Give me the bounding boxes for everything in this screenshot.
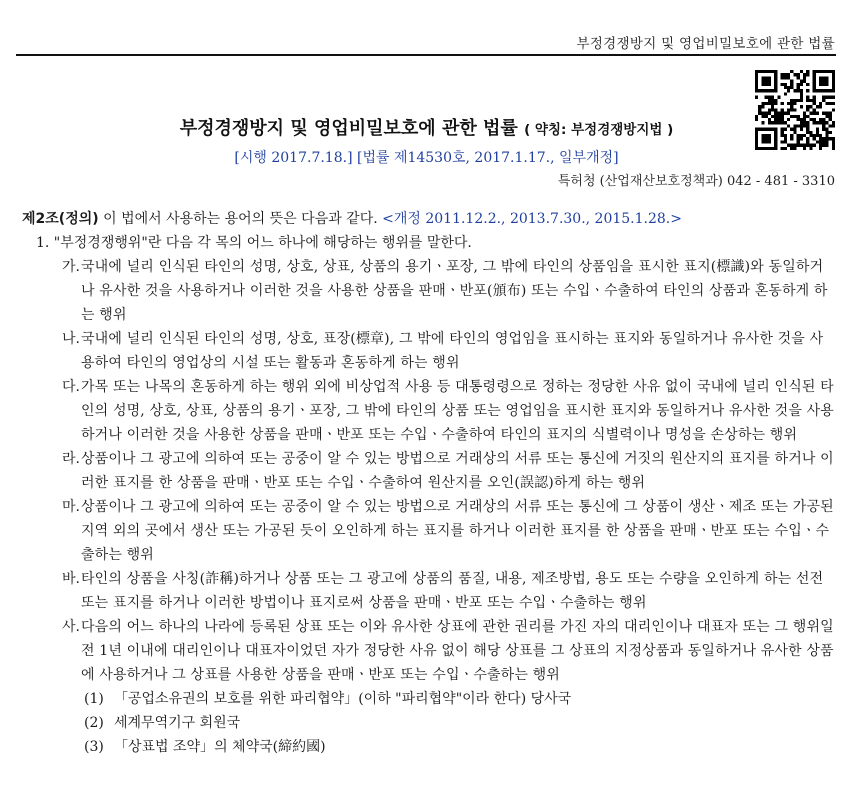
qr-module bbox=[822, 99, 825, 102]
qr-module bbox=[781, 108, 784, 111]
qr-module bbox=[774, 108, 777, 111]
qr-module bbox=[797, 99, 800, 102]
item-text: 가목 또는 나목의 혼동하게 하는 행위 외에 비상업적 사용 등 대통령령으로 정하는 정당한 사유 없이 국내에 널리 인식된 타인의 성명, 상호, 상표, 상품의 용기ㆍ포장, 그 밖에 타인의 상품 또는 영업임을 표시한 표지와 동일하거나 유사한 것을 사용하거나 이러한 것을 사용한 상품을 판매ㆍ반포 또는 수입ㆍ수출하여 타인의 표지의 식별력이나 명성을 손상하는 행위 bbox=[81, 379, 834, 443]
qr-module bbox=[832, 96, 835, 99]
qr-module bbox=[774, 86, 777, 89]
qr-module bbox=[813, 73, 816, 76]
qr-module bbox=[822, 76, 825, 79]
qr-module bbox=[813, 83, 816, 86]
qr-module bbox=[771, 108, 774, 111]
qr-module bbox=[822, 70, 825, 73]
qr-module bbox=[797, 86, 800, 89]
qr-module bbox=[832, 89, 835, 92]
qr-module bbox=[806, 99, 809, 102]
qr-module bbox=[825, 96, 828, 99]
qr-module bbox=[813, 99, 816, 102]
qr-module bbox=[825, 140, 828, 143]
qr-module bbox=[784, 76, 787, 79]
qr-module bbox=[806, 108, 809, 111]
qr-module bbox=[787, 86, 790, 89]
qr-module bbox=[829, 102, 832, 105]
article-number: 제2조(정의) bbox=[22, 211, 99, 227]
law-title bbox=[0, 114, 853, 140]
qr-module bbox=[825, 83, 828, 86]
qr-module bbox=[793, 99, 796, 102]
qr-module bbox=[803, 80, 806, 83]
qr-module bbox=[806, 105, 809, 108]
qr-module bbox=[800, 105, 803, 108]
qr-module bbox=[829, 89, 832, 92]
qr-module bbox=[755, 89, 758, 92]
qr-module bbox=[797, 89, 800, 92]
item-text: 국내에 널리 인식된 타인의 성명, 상호, 상표, 상품의 용기ㆍ포장, 그 밖에 타인의 상품임을 표시한 표지(標識)와 동일하거나 유사한 것을 사용하거나 이러한 것을 사용한 상품을 판매ㆍ반포(頒布) 또는 수입ㆍ수출하여 타인의 상품과 혼동하게 하는 행위 bbox=[81, 259, 828, 323]
qr-module bbox=[768, 80, 771, 83]
qr-module bbox=[787, 89, 790, 92]
qr-module bbox=[774, 70, 777, 73]
qr-module bbox=[758, 89, 761, 92]
item-text: 상품이나 그 광고에 의하여 또는 공중이 알 수 있는 방법으로 거래상의 서류 또는 통신에 그 상품이 생산ㆍ제조 또는 가공된 지역 외의 곳에서 생산 또는 가공된 듯이 오인하게 하는 표지를 하거나 이러한 표지를 한 상품을 판매ㆍ반포 또는 수입ㆍ수출하는 행위 bbox=[81, 499, 834, 563]
qr-module bbox=[790, 80, 793, 83]
qr-module bbox=[819, 70, 822, 73]
qr-module bbox=[768, 83, 771, 86]
qr-module bbox=[800, 89, 803, 92]
qr-module bbox=[793, 102, 796, 105]
qr-module bbox=[800, 99, 803, 102]
qr-module bbox=[819, 83, 822, 86]
qr-module bbox=[784, 73, 787, 76]
qr-module bbox=[832, 80, 835, 83]
qr-module bbox=[755, 76, 758, 79]
qr-module bbox=[777, 96, 780, 99]
list-item bbox=[62, 255, 835, 327]
qr-module bbox=[774, 102, 777, 105]
qr-module bbox=[755, 83, 758, 86]
qr-module bbox=[768, 108, 771, 111]
qr-module bbox=[784, 140, 787, 143]
qr-module bbox=[790, 99, 793, 102]
qr-module bbox=[829, 96, 832, 99]
qr-module bbox=[800, 70, 803, 73]
qr-module bbox=[771, 105, 774, 108]
qr-module bbox=[832, 70, 835, 73]
qr-module bbox=[790, 86, 793, 89]
qr-module bbox=[790, 83, 793, 86]
sub-item-marker: (2) bbox=[84, 715, 104, 731]
qr-module bbox=[781, 73, 784, 76]
qr-module bbox=[781, 102, 784, 105]
qr-module bbox=[800, 96, 803, 99]
list-item bbox=[62, 375, 835, 447]
qr-module bbox=[774, 80, 777, 83]
qr-module bbox=[755, 70, 758, 73]
qr-module bbox=[813, 102, 816, 105]
sub-item-marker: (1) bbox=[84, 691, 104, 707]
qr-module bbox=[797, 140, 800, 143]
qr-module bbox=[813, 96, 816, 99]
qr-module bbox=[765, 96, 768, 99]
qr-module bbox=[829, 70, 832, 73]
qr-module bbox=[761, 80, 764, 83]
qr-module bbox=[765, 83, 768, 86]
qr-module bbox=[774, 83, 777, 86]
qr-module bbox=[832, 73, 835, 76]
qr-module bbox=[819, 89, 822, 92]
qr-module bbox=[790, 70, 793, 73]
qr-module bbox=[819, 76, 822, 79]
sub-item-text: 세계무역기구 회원국 bbox=[114, 715, 241, 731]
qr-module bbox=[813, 70, 816, 73]
paragraph-1: 1. "부정경쟁행위"란 다음 각 목의 어느 하나에 해당하는 행위를 말한다. bbox=[36, 235, 472, 251]
item-marker: 라. bbox=[62, 451, 80, 467]
qr-module bbox=[803, 76, 806, 79]
item-marker: 바. bbox=[62, 571, 80, 587]
qr-module bbox=[784, 83, 787, 86]
qr-module bbox=[825, 102, 828, 105]
qr-module bbox=[819, 140, 822, 143]
qr-module bbox=[758, 105, 761, 108]
qr-module bbox=[787, 108, 790, 111]
qr-module bbox=[797, 73, 800, 76]
qr-module bbox=[800, 80, 803, 83]
qr-module bbox=[822, 83, 825, 86]
article-2 bbox=[22, 207, 837, 759]
qr-module bbox=[768, 96, 771, 99]
law-title-main: 부정경쟁방지 및 영업비밀보호에 관한 법률 bbox=[179, 118, 518, 139]
sub-item-text: 「공업소유권의 보호를 위한 파리협약」(이하 "파리협약"이라 한다) 당사국 bbox=[114, 691, 572, 707]
law-title-abbreviation: ( 약칭: 부정경쟁방지법 ) bbox=[524, 122, 674, 138]
item-marker: 마. bbox=[62, 499, 80, 515]
qr-module bbox=[832, 102, 835, 105]
qr-module bbox=[825, 89, 828, 92]
qr-module bbox=[761, 76, 764, 79]
qr-module bbox=[790, 108, 793, 111]
qr-module bbox=[790, 102, 793, 105]
qr-module bbox=[800, 83, 803, 86]
qr-module bbox=[774, 73, 777, 76]
qr-module bbox=[800, 92, 803, 95]
qr-module bbox=[765, 102, 768, 105]
qr-module bbox=[825, 70, 828, 73]
qr-module bbox=[765, 140, 768, 143]
item-marker: 다. bbox=[62, 379, 80, 395]
qr-module bbox=[797, 76, 800, 79]
header-divider bbox=[16, 54, 836, 56]
qr-module bbox=[825, 76, 828, 79]
sub-item bbox=[84, 711, 837, 735]
qr-module bbox=[787, 73, 790, 76]
qr-module bbox=[813, 80, 816, 83]
sub-item bbox=[84, 687, 837, 711]
qr-module bbox=[768, 76, 771, 79]
qr-module bbox=[806, 96, 809, 99]
list-item bbox=[62, 615, 835, 687]
qr-module bbox=[761, 105, 764, 108]
sub-item bbox=[84, 735, 837, 759]
qr-module bbox=[765, 80, 768, 83]
qr-module bbox=[771, 102, 774, 105]
qr-module bbox=[793, 89, 796, 92]
qr-module bbox=[781, 83, 784, 86]
qr-module bbox=[813, 86, 816, 89]
qr-module bbox=[793, 73, 796, 76]
qr-module bbox=[774, 140, 777, 143]
qr-module bbox=[758, 70, 761, 73]
qr-module bbox=[816, 70, 819, 73]
qr-module bbox=[803, 73, 806, 76]
qr-module bbox=[771, 89, 774, 92]
qr-module bbox=[806, 89, 809, 92]
qr-module bbox=[784, 92, 787, 95]
qr-module bbox=[822, 96, 825, 99]
qr-module bbox=[774, 89, 777, 92]
qr-module bbox=[784, 86, 787, 89]
running-header: 부정경쟁방지 및 영업비밀보호에 관한 법률 bbox=[576, 36, 835, 52]
qr-module bbox=[819, 80, 822, 83]
qr-module bbox=[771, 96, 774, 99]
item-marker: 사. bbox=[62, 619, 80, 635]
qr-module bbox=[765, 76, 768, 79]
qr-module bbox=[787, 102, 790, 105]
qr-module bbox=[768, 89, 771, 92]
qr-module bbox=[774, 99, 777, 102]
list-item bbox=[62, 327, 835, 375]
qr-module bbox=[806, 70, 809, 73]
qr-module bbox=[813, 108, 816, 111]
sub-item-text: 「상표법 조약」의 체약국(締約國) bbox=[114, 739, 326, 755]
qr-module bbox=[816, 89, 819, 92]
qr-module bbox=[793, 108, 796, 111]
qr-module bbox=[755, 96, 758, 99]
qr-module bbox=[761, 140, 764, 143]
qr-module bbox=[761, 70, 764, 73]
qr-module bbox=[825, 80, 828, 83]
qr-module bbox=[790, 105, 793, 108]
qr-module bbox=[822, 140, 825, 143]
qr-module bbox=[768, 70, 771, 73]
qr-module bbox=[771, 70, 774, 73]
qr-module bbox=[755, 86, 758, 89]
item-text: 다음의 어느 하나의 나라에 등록된 상표 또는 이와 유사한 상표에 관한 권리를 가진 자의 대리인이나 대표자 또는 그 행위일 전 1년 이내에 대리인이나 대표자이었던 자가 정당한 사유 없이 해당 상표를 그 상표의 지정상품과 동일하거나 유사한 상품에 사용하거나 그 상표를 사용한 상품을 판매ㆍ반포 또는 수입ㆍ수출하는 행위 bbox=[81, 619, 834, 683]
list-item bbox=[62, 447, 835, 495]
qr-module bbox=[797, 83, 800, 86]
qr-module bbox=[832, 83, 835, 86]
qr-module bbox=[832, 140, 835, 143]
qr-module bbox=[819, 102, 822, 105]
qr-module bbox=[809, 99, 812, 102]
qr-module bbox=[755, 73, 758, 76]
qr-module bbox=[787, 76, 790, 79]
qr-module bbox=[765, 89, 768, 92]
qr-module bbox=[758, 108, 761, 111]
qr-module bbox=[822, 89, 825, 92]
qr-module bbox=[761, 89, 764, 92]
qr-module bbox=[768, 140, 771, 143]
qr-module bbox=[832, 86, 835, 89]
enforcement-line: [시행 2017.7.18.] [법률 제14530호, 2017.1.17., 일부개정] bbox=[234, 150, 619, 166]
list-item bbox=[62, 495, 835, 567]
qr-module bbox=[822, 80, 825, 83]
qr-module bbox=[781, 140, 784, 143]
qr-module bbox=[755, 140, 758, 143]
qr-module bbox=[806, 73, 809, 76]
qr-module bbox=[813, 89, 816, 92]
ministry-contact: 특허청 (산업재산보호정책과) 042 - 481 - 3310 bbox=[557, 174, 835, 189]
item-marker: 가. bbox=[62, 259, 80, 275]
article-intro: 이 법에서 사용하는 용어의 뜻은 다음과 같다. bbox=[98, 211, 383, 227]
qr-module bbox=[771, 99, 774, 102]
qr-module bbox=[768, 102, 771, 105]
item-marker: 나. bbox=[62, 331, 80, 347]
amendment-note: <개정 2011.12.2., 2013.7.30., 2015.1.28.> bbox=[382, 211, 682, 227]
qr-module bbox=[832, 76, 835, 79]
item-text: 타인의 상품을 사칭(詐稱)하거나 상품 또는 그 광고에 상품의 품질, 내용, 제조방법, 용도 또는 수량을 오인하게 하는 선전 또는 표지를 하거나 이러한 방법이나 표지로써 상품을 판매ㆍ반포 또는 수입ㆍ수출하는 행위 bbox=[81, 571, 824, 611]
qr-module bbox=[781, 76, 784, 79]
item-text: 국내에 널리 인식된 타인의 성명, 상호, 표장(標章), 그 밖에 타인의 영업임을 표시하는 표지와 동일하거나 유사한 것을 사용하여 타인의 영업상의 시설 또는 활동과 혼동하게 하는 행위 bbox=[81, 331, 824, 371]
qr-module bbox=[813, 76, 816, 79]
qr-module bbox=[761, 102, 764, 105]
qr-module bbox=[816, 105, 819, 108]
article-heading bbox=[22, 207, 837, 231]
qr-module bbox=[765, 70, 768, 73]
qr-module bbox=[832, 108, 835, 111]
list-item bbox=[62, 567, 835, 615]
qr-module bbox=[806, 83, 809, 86]
qr-module bbox=[806, 140, 809, 143]
qr-module bbox=[761, 83, 764, 86]
item-text: 상품이나 그 광고에 의하여 또는 공중이 알 수 있는 방법으로 거래상의 서류 또는 통신에 거짓의 원산지의 표지를 하거나 이러한 표지를 한 상품을 판매ㆍ반포 또는 수입ㆍ수출하여 원산지를 오인(誤認)하게 하는 행위 bbox=[81, 451, 834, 491]
qr-module bbox=[755, 80, 758, 83]
sub-item-marker: (3) bbox=[84, 739, 104, 755]
qr-module bbox=[819, 105, 822, 108]
qr-module bbox=[816, 140, 819, 143]
qr-module bbox=[809, 105, 812, 108]
qr-module bbox=[768, 99, 771, 102]
qr-module bbox=[774, 76, 777, 79]
